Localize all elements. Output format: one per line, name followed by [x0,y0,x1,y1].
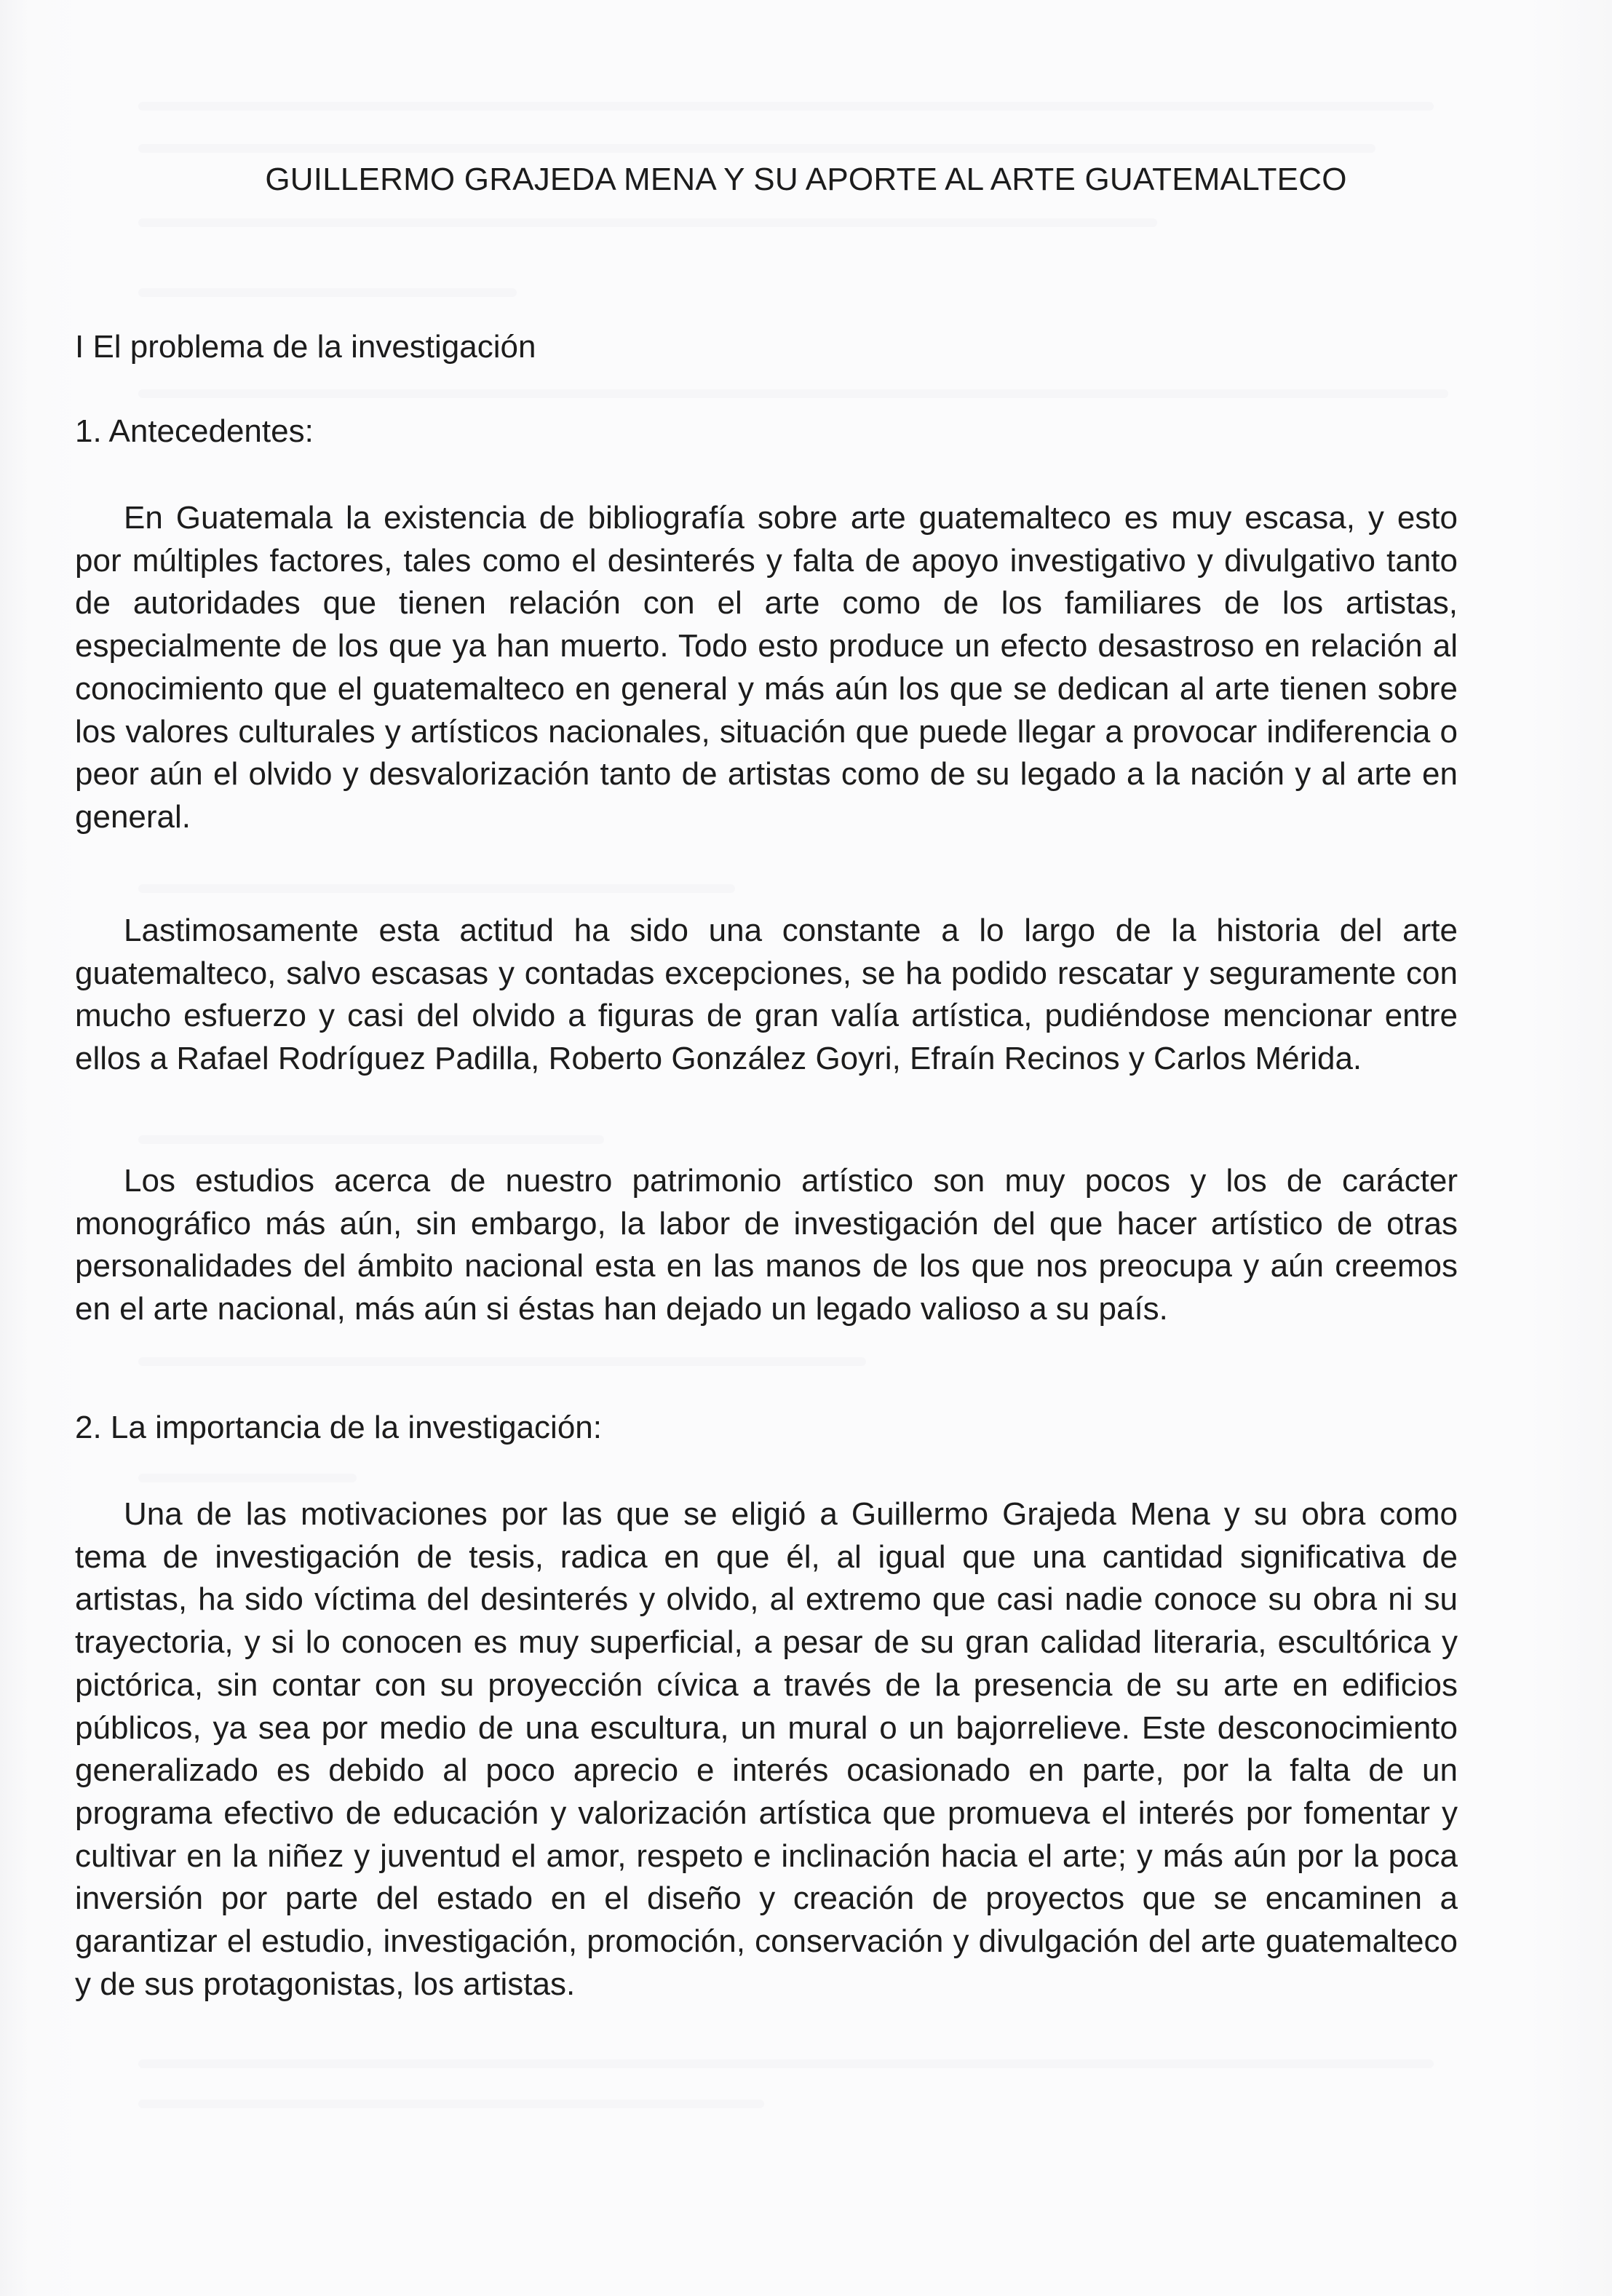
paragraph-antecedentes-2: Lastimosamente esta actitud ha sido una constante a lo largo de la historia del arte guatemalteco, salvo escasas y contadas excepciones, se ha podido rescatar y seguramente con mucho esfuerzo y casi del olvido a figuras de gran valía artística, pudiéndose mencionar entre ellos a Rafael Rodríguez Padilla, Roberto González Goyri, Efraín Recinos y Carlos Mérida. [75,913,1458,1077]
show-through-mark [138,884,735,893]
section-heading-antecedentes: 1. Antecedentes: [75,413,314,449]
show-through-mark [138,218,1157,227]
document-title: GUILLERMO GRAJEDA MENA Y SU APORTE AL ARTE GUATEMALTECO [265,162,1347,197]
show-through-mark [138,1474,357,1482]
paragraph-importancia-1: Una de las motivaciones por las que se eligió a Guillermo Grajeda Mena y su obra como tema de investigación de tesis, radica en que él, al igual que una cantidad significativa de artistas, ha sido víctima del desinterés y olvido, al extremo que casi nadie conoce su obra ni su trayectoria, y si lo conocen es muy superficial, a pesar de su gran calidad literaria, escultórica y pictórica, sin contar con su proyección cívica a través de la presencia de su arte en edificios públicos, ya sea por medio de una escultura, un mural o un bajorrelieve. Este desconocimiento generalizado es debido al poco aprecio e interés ocasionado en parte, por la falta de un programa efectivo de educación y valorización artística que promueva el interés por fomentar y cultivar en la niñez y juventud el amor, respeto e inclinación hacia el arte; y más aún por la poca inversión por parte del estado en el diseño y creación de proyectos que se encaminen a garantizar el estudio, investigación, promoción, conservación y divulgación del arte guatemalteco y de sus protagonistas, los artistas. [75,1496,1458,2002]
show-through-mark [138,2100,764,2108]
show-through-mark [138,102,1434,111]
show-through-mark [138,2059,1434,2068]
chapter-heading: I El problema de la investigación [75,329,536,365]
show-through-mark [138,288,517,297]
section-heading-importancia: 2. La importancia de la investigación: [75,1410,602,1445]
show-through-mark [138,1135,604,1144]
paragraph-antecedentes-3: Los estudios acerca de nuestro patrimonio artístico son muy pocos y los de carácter monográfico más aún, sin embargo, la labor de investigación del que hacer artístico de otras personalidades del ámbito nacional esta en las manos de los que nos preocupa y aún creemos en el arte nacional, más aún si éstas han dejado un legado valioso a su país. [75,1163,1458,1327]
paragraph-antecedentes-1: En Guatemala la existencia de bibliografía sobre arte guatemalteco es muy escasa, y esto por múltiples factores, tales como el desinterés y falta de apoyo investigativo y divulgativo tanto de autoridades que tienen relación con el arte como de los familiares de los artistas, especialmente de los que ya han muerto. Todo esto produce un efecto desastroso en relación al conocimiento que el guatemalteco en general y más aún los que se dedican al arte tienen sobre los valores culturales y artísticos nacionales, situación que puede llegar a provocar indiferencia o peor aún el olvido y desvalorización tanto de artistas como de su legado a la nación y al arte en general. [75,500,1458,835]
show-through-mark [138,144,1375,153]
show-through-mark [138,389,1448,398]
show-through-mark [138,1357,866,1366]
